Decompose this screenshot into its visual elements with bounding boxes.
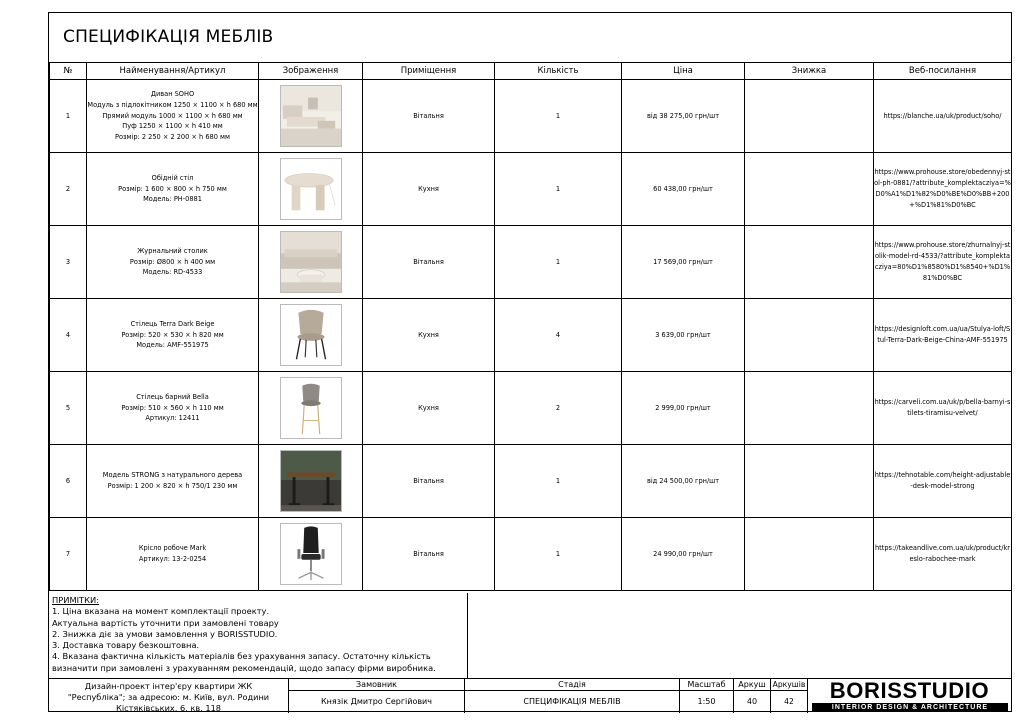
borisstudio-logo [808, 679, 1011, 713]
sheets-total-value: 42 [784, 697, 794, 706]
room: Кухня [363, 153, 495, 226]
discount [745, 372, 874, 445]
item-name-line: Розмір: 520 × 530 × h 820 мм [121, 330, 224, 339]
page-title: СПЕЦИФІКАЦІЯ МЕБЛІВ [63, 27, 274, 47]
sheets-total-cell [771, 679, 808, 713]
web-link[interactable]: https://www.prohouse.store/obedennyj-stol-ph-0881/?attribute_komplektacziya=%D0%A1%D1%82%D0%BE%D0%BB+200+%D1%81%D0%BC [874, 153, 1012, 226]
quantity: 1 [495, 226, 622, 299]
item-name-line: Модель: AMF-551975 [136, 341, 209, 350]
column-header-price: Ціна [622, 63, 745, 80]
item-name-line: Диван SOHO [150, 89, 195, 98]
quantity: 1 [495, 445, 622, 518]
item-image-cell [259, 445, 363, 518]
logo-tagline: INTERIOR DESIGN & ARCHITECTURE [812, 703, 1008, 712]
chair-image [280, 304, 342, 366]
row-number: 5 [50, 372, 87, 445]
quantity: 1 [495, 80, 622, 153]
room: Вітальня [363, 226, 495, 299]
drawing-sheet [48, 12, 1012, 712]
client-label: Замовник [289, 679, 464, 691]
dining-table-image [280, 158, 342, 220]
client-cell [289, 679, 465, 713]
item-image-cell [259, 153, 363, 226]
discount [745, 226, 874, 299]
note-line: визначити при замовлені з урахуванням рекомендацій, щодо запасу фірми виробника. [52, 662, 436, 673]
room: Вітальня [363, 445, 495, 518]
notes-section [49, 593, 468, 678]
item-name-line: Пуф 1250 × 1100 × h 410 мм [122, 122, 223, 131]
item-name [87, 372, 259, 445]
item-name-line: Розмір: 2 250 × 2 200 × h 680 мм [115, 133, 230, 142]
price: 60 438,00 грн/шт [622, 153, 745, 226]
column-header-link: Веб-посилання [874, 63, 1012, 80]
discount [745, 80, 874, 153]
web-link[interactable]: https://blanche.ua/uk/product/soho/ [874, 80, 1012, 153]
item-name-line: Модель STRONG з натурального дерева [102, 471, 243, 480]
table-row [50, 518, 1012, 591]
bar-stool-image [280, 377, 342, 439]
web-link[interactable]: https://designloft.com.ua/ua/Stulya-loft/Stul-Terra-Dark-Beige-China-AMF-551975 [874, 299, 1012, 372]
item-name-line: Модуль з підлокітником 1250 × 1100 × h 680 мм [87, 100, 258, 109]
item-name-line: Модель: RD-4533 [142, 268, 203, 277]
column-header-quantity: Кількість [495, 63, 622, 80]
item-name-line: Стілець Terra Dark Beige [130, 319, 215, 328]
quantity: 1 [495, 153, 622, 226]
coffee-table-image [280, 231, 342, 293]
specification-table [49, 62, 1012, 591]
item-name-line: Модель: PH-0881 [143, 195, 202, 204]
room: Вітальня [363, 518, 495, 591]
item-image-cell [259, 226, 363, 299]
item-name [87, 445, 259, 518]
item-name [87, 299, 259, 372]
web-link[interactable]: https://carveli.com.ua/uk/p/bella-barnyi-stilets-tiramisu-velvet/ [874, 372, 1012, 445]
item-name-line: Журнальний столик [137, 246, 208, 255]
item-image-cell [259, 372, 363, 445]
table-header-row [50, 63, 1012, 80]
table-row [50, 80, 1012, 153]
scale-label: Масштаб [680, 679, 733, 691]
item-name-line: Розмір: Ø800 × h 400 мм [129, 257, 216, 266]
quantity: 4 [495, 299, 622, 372]
desk-image [280, 450, 342, 512]
row-number: 3 [50, 226, 87, 299]
office-chair-image [280, 523, 342, 585]
quantity: 2 [495, 372, 622, 445]
item-name [87, 80, 259, 153]
scale-value: 1:50 [697, 697, 716, 706]
item-name [87, 518, 259, 591]
row-number: 6 [50, 445, 87, 518]
item-name [87, 153, 259, 226]
stage-label: Стадія [465, 679, 679, 691]
table-row [50, 445, 1012, 518]
sofa-image [280, 85, 342, 147]
room: Кухня [363, 299, 495, 372]
price: 3 639,00 грн/шт [622, 299, 745, 372]
row-number: 1 [50, 80, 87, 153]
item-name-line: Артикул: 13-2-0254 [138, 555, 207, 563]
note-line: Актуальна вартість уточнити при замовлені товару [52, 617, 279, 628]
price: від 24 500,00 грн/шт [622, 445, 745, 518]
item-name-line: Артикул: 12411 [145, 414, 200, 423]
note-line: 3. Доставка товару безкоштовна. [52, 640, 200, 651]
table-row [50, 153, 1012, 226]
discount [745, 153, 874, 226]
quantity: 1 [495, 518, 622, 591]
price: 24 990,00 грн/шт [622, 518, 745, 591]
item-image-cell [259, 518, 363, 591]
sheet-label: Аркуш [734, 679, 770, 691]
item-image-cell [259, 299, 363, 372]
item-name-line: Розмір: 1 600 × 800 × h 750 мм [118, 184, 227, 193]
item-name-line: Розмір: 510 × 560 × h 110 мм [121, 403, 224, 412]
column-header-name: Найменування/Артикул [87, 63, 259, 80]
column-header-image: Зображення [259, 63, 363, 80]
discount [745, 445, 874, 518]
room: Кухня [363, 372, 495, 445]
web-link[interactable]: https://tehnotable.com/height-adjustable-desk-model-strong [874, 445, 1012, 518]
row-number: 2 [50, 153, 87, 226]
price: 2 999,00 грн/шт [622, 372, 745, 445]
sheets-total-label: Аркушів [772, 680, 806, 689]
row-number: 7 [50, 518, 87, 591]
item-name-line: Стілець барний Bella [136, 392, 209, 401]
logo-wordmark: BORISSTUDIO [829, 678, 990, 703]
stage-value: СПЕЦИФІКАЦІЯ МЕБЛІВ [523, 697, 621, 706]
note-line: 4. Вказана фактична кількість матеріалів без урахування запасу. Остаточну кількість [52, 651, 431, 662]
item-image-cell [259, 80, 363, 153]
table-row [50, 299, 1012, 372]
table-row [50, 226, 1012, 299]
note-line: 1. Ціна вказана на момент комплектації проекту. [52, 606, 270, 617]
item-name-line: Обідній стіл [151, 173, 194, 182]
item-name-line: Прямий модуль 1000 × 1100 × h 680 мм [102, 111, 243, 120]
column-header-room: Приміщення [363, 63, 495, 80]
discount [745, 518, 874, 591]
item-name-line: Розмір: 1 200 × 820 × h 750/1 230 мм [107, 482, 238, 490]
stage-cell [465, 679, 680, 713]
room: Вітальня [363, 80, 495, 153]
scale-cell [680, 679, 734, 713]
item-name [87, 226, 259, 299]
web-link[interactable]: https://www.prohouse.store/zhurnalnyj-stolik-model-rd-4533/?attribute_komplektacziya=80%D1%8580%D1%8540+%D1%81%D0%BC [874, 226, 1012, 299]
discount [745, 299, 874, 372]
sheet-value: 40 [746, 697, 758, 706]
note-line: 2. Знижка діє за умови замовлення у BORISSTUDIO. [52, 628, 278, 639]
row-number: 4 [50, 299, 87, 372]
client-name: Князік Дмитро Сергійович [321, 697, 432, 706]
project-description: Дизайн-проект інтер'єру квартири ЖК "Республіка"; за адресою: м. Київ, вул. Родини Кістяківських, 6, кв. 118 [49, 679, 289, 713]
column-header-discount: Знижка [745, 63, 874, 80]
web-link[interactable]: https://takeandlive.com.ua/uk/product/kreslo-rabochee-mark [874, 518, 1012, 591]
price: 17 569,00 грн/шт [622, 226, 745, 299]
notes-title: ПРИМІТКИ: [52, 595, 100, 605]
price: від 38 275,00 грн/шт [622, 80, 745, 153]
title-block [49, 678, 1011, 712]
column-header-number: № [50, 63, 87, 80]
sheet-cell [734, 679, 771, 713]
table-row [50, 372, 1012, 445]
item-name-line: Крісло робоче Mark [138, 544, 207, 553]
